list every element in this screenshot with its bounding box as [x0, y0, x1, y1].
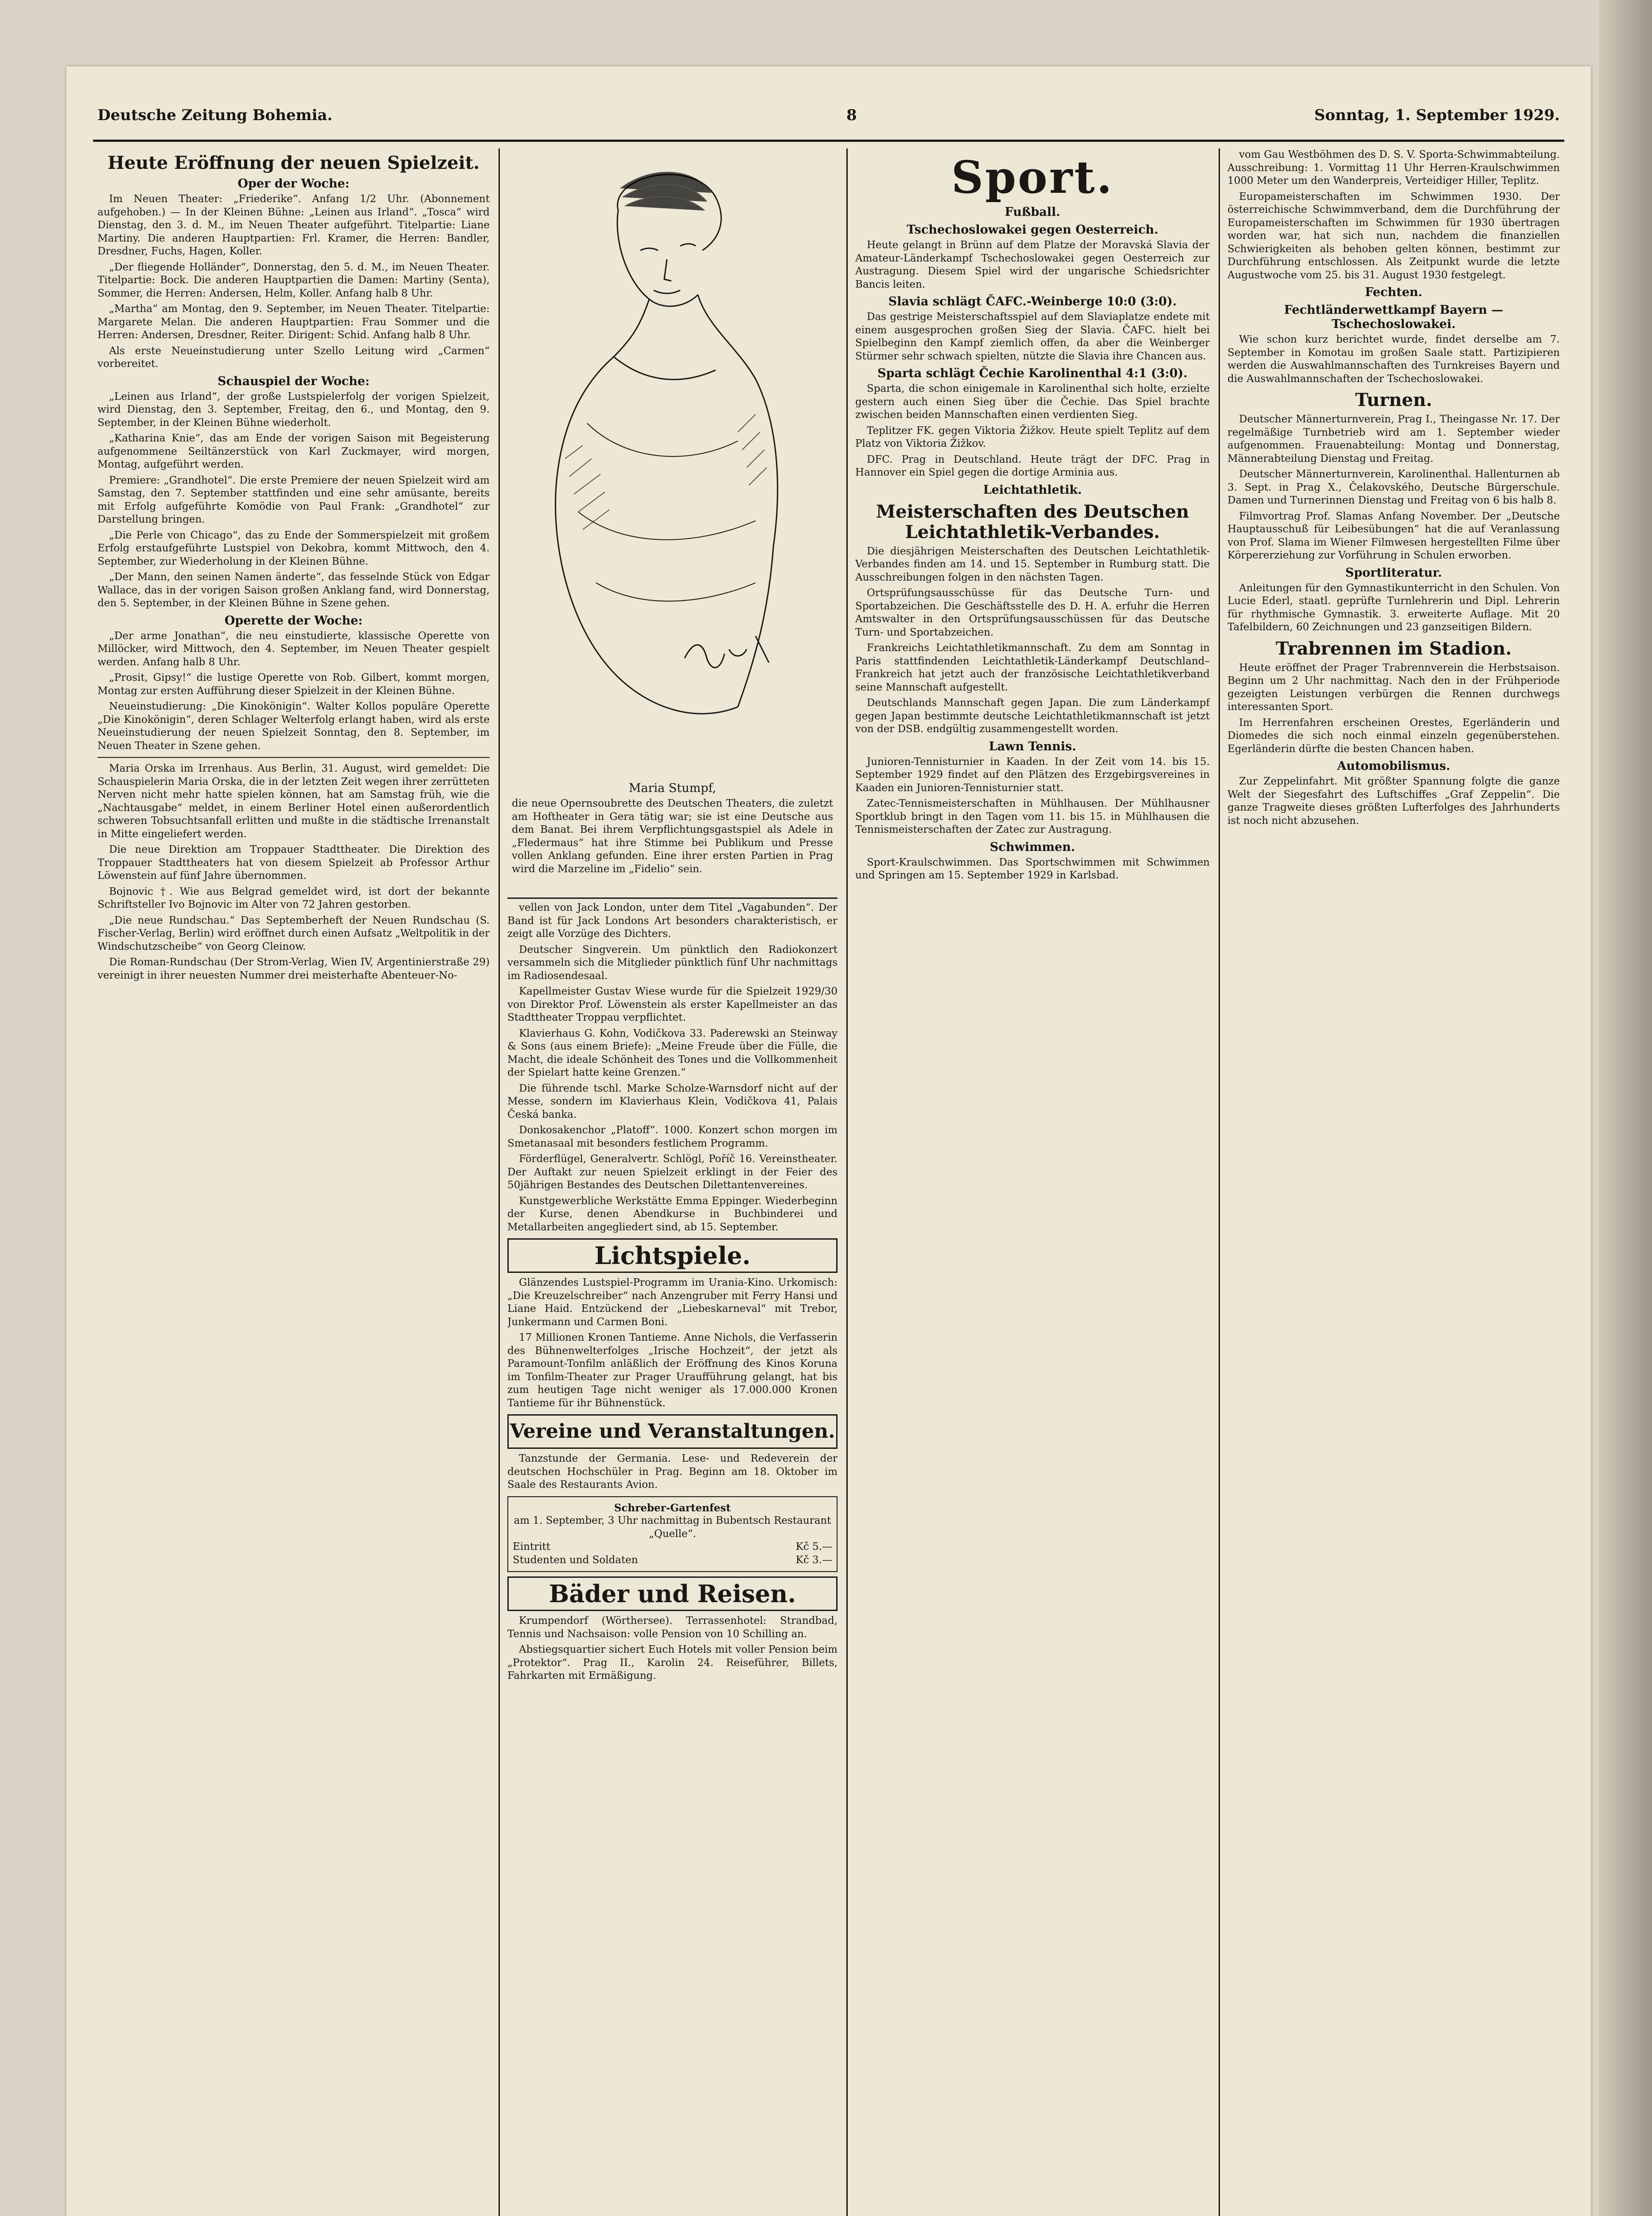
- issue-date: Sonntag, 1. September 1929.: [1314, 106, 1560, 124]
- ad-price-value: Kč 5.—: [795, 1541, 832, 1553]
- article-paragraph: Sport-Kraulschwimmen. Das Sportschwimmen mit Schwimmen und Springen am 15. September 1929 in Karlsbad.: [855, 856, 1210, 881]
- headline-season-opening: Heute Eröffnung der neuen Spielzeit.: [107, 152, 480, 173]
- ad-price-label: Eintritt: [513, 1541, 551, 1553]
- article-paragraph: „Martha“ am Montag, den 9. September, im Neuen Theater. Titelpartie: Margarete Melan. Die anderen Hauptpartien: Frau Sommer und die Herren: Andersen, Dresdner, Reiter. Dirigent: Schid. Anfang halb 8 Uhr.: [97, 303, 490, 341]
- article-paragraph: Die diesjährigen Meisterschaften des Deutschen Leichtathletik-Verbandes finden am 14. und 15. September in Rumburg statt. Die Ausschreibungen folgen in den nächsten Tagen.: [855, 545, 1210, 583]
- subhead-operette: Operette der Woche:: [224, 613, 363, 628]
- article-paragraph: Europameisterschaften im Schwimmen 1930. Der österreichische Schwimmverband, dem die Durchführung der Europameisterschaften im Schwimmen für 1930 übertragen worden war, hat sich nun, nachdem die finanziellen Schwierigkeiten als behoben gelten können, bestimmt zur Durchführung entschlossen. Als Zeitpunkt wurde die letzte Augustwoche vom 25. bis 31. August 1930 festgelegt.: [1227, 191, 1560, 281]
- article-paragraph: Kapellmeister Gustav Wiese wurde für die Spielzeit 1929/30 von Direktor Prof. Löwenstein als erster Kapellmeister an das Stadttheater Troppau verpflichtet.: [507, 986, 838, 1023]
- article-paragraph: Heute eröffnet der Prager Trabrennverein die Herbstsaison. Beginn um 2 Uhr nachmittag. Nach den in der Frühperiode gezeigten Leistungen verbürgen die Rennen durchwegs interessanten Sport.: [1227, 662, 1560, 713]
- article-paragraph: Abstiegsquartier sichert Euch Hotels mit voller Pension beim „Protektor“. Prag II., Karolin 24. Reiseführer, Billets, Fahrkarten mit Ermäßigung.: [507, 1644, 838, 1682]
- subhead-slavia: Slavia schlägt ČAFC.-Weinberge 10:0 (3:0).: [888, 295, 1177, 308]
- ad-text: am 1. September, 3 Uhr nachmittag in Bubentsch Restaurant „Quelle“.: [514, 1515, 831, 1540]
- section-head-lichtspiele: Lichtspiele.: [507, 1238, 838, 1273]
- paper-name: Deutsche Zeitung Bohemia.: [97, 106, 333, 124]
- portrait-caption-name: Maria Stumpf,: [628, 781, 717, 795]
- article-paragraph: Junioren-Tennisturnier in Kaaden. In der Zeit vom 14. bis 15. September 1929 findet auf den Plätzen des Erzgebirgsvereines in Kaaden ein Junioren-Tennisturnier statt.: [855, 756, 1210, 794]
- article-paragraph: „Die Perle von Chicago“, das zu Ende der Sommerspielzeit mit großem Erfolg erstaufgeführte Lustspiel von Dekobra, kommt Mittwoch, den 4. September, zur Wiederholung in der Kleinen Bühne.: [97, 529, 490, 567]
- section-head-trabrennen: Trabrennen im Stadion.: [1275, 638, 1512, 659]
- page-edge-shadow: [1599, 0, 1652, 2216]
- newspaper-page: [66, 66, 1591, 2216]
- page-number: 8: [846, 106, 857, 124]
- column-divider: [1219, 148, 1220, 2216]
- article-paragraph: Deutscher Männerturnverein, Prag I., Theingasse Nr. 17. Der regelmäßige Turnbetrieb wird am 1. September wieder aufgenommen. Frauenabteilung: Montag und Donnerstag, Männerabteilung Dienstag und Freitag.: [1227, 414, 1560, 464]
- article-paragraph: Die führende tschl. Marke Scholze-Warnsdorf nicht auf der Messe, sondern im Klavierhaus Klein, Vodičkova 41, Palais Česká banka.: [507, 1082, 838, 1120]
- article-paragraph: Neueinstudierung: „Die Kinokönigin“. Walter Kollos populäre Operette „Die Kinokönigin“, deren Schlager Welterfolg erlangt haben, wird als erste Neueinstudierung der neuen Spielzeit Sonntag, den 8. September, im Neuen Theater in Szene gehen.: [97, 701, 490, 752]
- column-notices: [507, 148, 838, 2216]
- subhead-oper: Oper der Woche:: [238, 177, 350, 191]
- article-paragraph: „Prosit, Gipsy!“ die lustige Operette von Rob. Gilbert, kommt morgen, Montag zur ersten Aufführung dieser Spielzeit in der Kleinen Bühne.: [97, 672, 490, 697]
- article-paragraph: Bojnovic †. Wie aus Belgrad gemeldet wird, ist dort der bekannte Schriftsteller Ivo Bojnovic im Alter von 72 Jahren gestorben.: [97, 886, 490, 910]
- subhead-automobilismus: Automobilismus.: [1337, 759, 1450, 773]
- subhead-leichtathletik: Leichtathletik.: [983, 483, 1082, 497]
- article-paragraph: Die Roman-Rundschau (Der Strom-Verlag, Wien IV, Argentinierstraße 29) vereinigt in ihrer neuesten Nummer drei meisterhafte Abenteuer-No-: [97, 956, 490, 981]
- subhead-match: Tschechoslowakei gegen Oesterreich.: [907, 223, 1158, 237]
- article-paragraph: „Leinen aus Irland“, der große Lustspielerfolg der vorigen Spielzeit, wird Dienstag, den 3. September, Freitag, den 6., und Montag, den 9. September, in der Kleinen Bühne wiederholt.: [97, 390, 490, 429]
- portrait-caption: die neue Opernsoubrette des Deutschen Theaters, die zuletzt am Hoftheater in Gera tätig war; sie ist eine Deutsche aus dem Banat. Bei ihrem Verpflichtungsgastspiel als Adele in „Fledermaus“ hat ihre Stimme bei Publikum und Presse vollen Anklang gefunden. Eine ihrer ersten Partien in Prag wird die Marzeline im „Fidelio“ sein.: [512, 798, 833, 875]
- article-paragraph: „Die neue Rundschau.“ Das Septemberheft der Neuen Rundschau (S. Fischer-Verlag, Berlin) wird eröffnet durch einen Aufsatz „Weltpolitik in der Windschutzscheibe“ von Georg Cleinow.: [97, 914, 490, 952]
- ad-title: Schreber-Gartenfest: [614, 1502, 731, 1514]
- article-paragraph: Tanzstunde der Germania. Lese- und Redeverein der deutschen Hochschüler in Prag. Beginn am 18. Oktober im Saale des Restaurants Avion.: [507, 1453, 838, 1490]
- article-paragraph: 17 Millionen Kronen Tantieme. Anne Nichols, die Verfasserin des Bühnenwelterfolges „Irische Hochzeit“, der jetzt als Paramount-Tonfilm anläßlich der Eröffnung des Kinos Koruna im Tonfilm-Theater zur Prager Uraufführung gelangt, hat bis zum heutigen Tage nicht weniger als 17.000.000 Kronen Tantieme für ihr Bühnenstück.: [507, 1332, 838, 1409]
- article-paragraph: Krumpendorf (Wörthersee). Terrassenhotel: Strandbad, Tennis und Nachsaison: volle Pension von 10 Schilling an.: [507, 1615, 838, 1640]
- portrait-drawing: [507, 148, 838, 778]
- article-paragraph: Im Neuen Theater: „Friederike“. Anfang 1/2 Uhr. (Abonnement aufgehoben.) — In der Kleinen Bühne: „Leinen aus Irland“. „Tosca“ wird Dienstag, den 3. d. M., im Neuen Theater aufgeführt. Titelpartie: Liane Martiny. Die anderen Hauptpartien: Frl. Kramer, die Herren: Bandler, Dresdner, Fuchs, Hagen, Koller.: [97, 193, 490, 257]
- advertisement-box: [507, 1496, 838, 1572]
- subhead-fechten: Fechten.: [1365, 285, 1422, 299]
- column-sport: [855, 148, 1210, 2216]
- section-head-sport: Sport.: [951, 151, 1114, 203]
- article-paragraph: Als erste Neueinstudierung unter Szello Leitung wird „Carmen“ vorbereitet.: [97, 345, 490, 370]
- article-paragraph: Ortsprüfungsausschüsse für das Deutsche Turn- und Sportabzeichen. Die Geschäftsstelle des D. H. A. erfuhr die Herren Amtswalter in den Ortsprüfungsausschüssen für das Deutsche Turn- und Sportabzeichen.: [855, 587, 1210, 638]
- article-paragraph: „Der arme Jonathan“, die neu einstudierte, klassische Operette von Millöcker, wird Mittwoch, den 4. September, im Neuen Theater gespielt werden. Anfang halb 8 Uhr.: [97, 630, 490, 668]
- article-paragraph: DFC. Prag in Deutschland. Heute trägt der DFC. Prag in Hannover ein Spiel gegen die dortige Arminia aus.: [855, 453, 1210, 478]
- section-head-vereine: Vereine und Veranstaltungen.: [507, 1414, 838, 1449]
- ad-price-label: Studenten und Soldaten: [513, 1554, 638, 1566]
- top-rule: [93, 140, 1564, 142]
- headline-meisterschaften: Meisterschaften des Deutschen Leichtathletik-Verbandes.: [876, 501, 1189, 542]
- article-paragraph: „Katharina Knie“, das am Ende der vorigen Saison mit Begeisterung aufgenommene Seiltänzerstück von Karl Zuckmayer, wird morgen, Montag, aufgeführt werden.: [97, 433, 490, 470]
- article-paragraph: Die neue Direktion am Troppauer Stadttheater. Die Direktion des Troppauer Stadttheaters hat von diesem Spielzeit ab Professor Arthur Löwenstein auf fünf Jahre übernommen.: [97, 844, 490, 882]
- masthead: [97, 106, 1560, 137]
- article-paragraph: Förderflügel, Generalvertr. Schlögl, Poříč 16. Vereinstheater. Der Auftakt zur neuen Spielzeit erklingt in der Feier des 50jährigen Bestandes des Deutschen Dilettantenvereines.: [507, 1153, 838, 1191]
- article-paragraph: Glänzendes Lustspiel-Programm im Urania-Kino. Urkomisch: „Die Kreuzelschreiber“ nach Anzengruber mit Ferry Hansi und Liane Haid. Entzückend der „Liebeskarneval“ mit Trebor, Junkermann und Carmen Boni.: [507, 1277, 838, 1328]
- article-paragraph: „Der fliegende Holländer“, Donnerstag, den 5. d. M., im Neuen Theater. Titelpartie: Bock. Die anderen Hauptpartien die Damen: Martiny (Senta), Sommer, die Herren: Andersen, Helm, Koller. Anfang halb 8 Uhr.: [97, 261, 490, 299]
- article-paragraph: vellen von Jack London, unter dem Titel „Vagabunden“. Der Band ist für Jack Londons Art besonders charakteristisch, er zeigt alle Vorzüge des Dichters.: [507, 902, 838, 940]
- subhead-fussball: Fußball.: [1005, 205, 1060, 219]
- subhead-schauspiel: Schauspiel der Woche:: [218, 374, 370, 388]
- column-theater: [97, 148, 490, 2216]
- article-paragraph: Teplitzer FK. gegen Viktoria Žižkov. Heute spielt Teplitz auf dem Platz von Viktoria Žižkov.: [855, 425, 1210, 449]
- article-paragraph: Deutscher Männerturnverein, Karolinenthal. Hallenturnen ab 3. Sept. in Prag X., Čelakovského, Deutsche Bürgerschule. Damen und Turnerinnen Dienstag und Freitag von 6 bis halb 8.: [1227, 468, 1560, 506]
- column-divider: [499, 148, 500, 2216]
- article-paragraph: Kunstgewerbliche Werkstätte Emma Eppinger. Wiederbeginn der Kurse, denen Abendkurse in Buchbinderei und Metallarbeiten angegliedert sind, ab 15. September.: [507, 1195, 838, 1233]
- article-paragraph: Im Herrenfahren erscheinen Orestes, Egerländerin und Diomedes die sich noch einmal einzeln gegenüberstehen. Egerländerin dürfte die besten Chancen haben.: [1227, 717, 1560, 755]
- subhead-schwimmen: Schwimmen.: [990, 840, 1075, 854]
- article-paragraph: Deutschlands Mannschaft gegen Japan. Die zum Länderkampf gegen Japan bestimmte deutsche Leichtathletikmannschaft ist jetzt von der DSB. endgültig zusammengestellt worden.: [855, 697, 1210, 735]
- article-paragraph: „Der Mann, den seinen Namen änderte“, das fesselnde Stück von Edgar Wallace, das in der vorigen Saison großen Anklang fand, wird Donnerstag, den 5. September, in der Kleinen Bühne in Szene gehen.: [97, 571, 490, 609]
- subhead-fecht-match: Fechtländerwettkampf Bayern — Tschechoslowakei.: [1284, 303, 1504, 331]
- article-paragraph: Klavierhaus G. Kohn, Vodičkova 33. Paderewski an Steinway & Sons (aus einem Briefe): „Meine Freude über die Fülle, die Macht, die ideale Schönheit des Tones und die Vollkommenheit der Spielart hatte keine Grenzen.“: [507, 1027, 838, 1078]
- article-paragraph: Frankreichs Leichtathletikmannschaft. Zu dem am Sonntag in Paris stattfindenden Leichtathletik-Länderkampf Deutschland–Frankreich hat jetzt auch der französische Leichtathletikverband seine Mannschaft aufgestellt.: [855, 642, 1210, 693]
- subhead-tennis: Lawn Tennis.: [989, 739, 1076, 753]
- column-divider: [846, 148, 848, 2216]
- section-head-turnen: Turnen.: [1355, 390, 1432, 410]
- article-paragraph: Donkosakenchor „Platoff“. 1000. Konzert schon morgen im Smetanasaal mit besonders festlichem Programm.: [507, 1124, 838, 1149]
- article-paragraph: vom Gau Westböhmen des D. S. V. Sporta-Schwimmabteilung. Ausschreibung: 1. Vormittag 11 Uhr Herren-Kraulschwimmen 1000 Meter um den Wanderpreis, Verteidiger Hiller, Teplitz.: [1227, 149, 1560, 187]
- article-paragraph: Zur Zeppelinfahrt. Mit größter Spannung folgte die ganze Welt der Siegesfahrt des Luftschiffes „Graf Zeppelin“. Die ganze Tragweite dieses größten Lufterfolges des Jahrhunderts ist noch nicht abzusehen.: [1227, 776, 1560, 827]
- ad-price-row: [513, 1541, 832, 1554]
- divider: [97, 757, 490, 758]
- artist-signature: [685, 636, 769, 667]
- portrait-illustration: [507, 148, 838, 899]
- article-paragraph: Anleitungen für den Gymnastikunterricht in den Schulen. Von Lucie Ederl, staatl. geprüfte Turnlehrerin und Dipl. Lehrerin für rhythmische Gymnastik. 3. erweiterte Auflage. Mit 20 Tafelbildern, 60 Zeichnungen und 23 ganzseitigen Bildern.: [1227, 582, 1560, 633]
- article-paragraph: Zatec-Tennismeisterschaften in Mühlhausen. Der Mühlhausner Sportklub bringt in den Tagen vom 11. bis 15. in Mühlhausen die Tennismeisterschaften der Zatec zur Austragung.: [855, 798, 1210, 835]
- article-paragraph: Filmvortrag Prof. Slamas Anfang November. Der „Deutsche Hauptausschuß für Leibesübungen“ hat die auf Veranlassung von Prof. Slama im Wiener Filmwesen hergestellten Filme über Körpererziehung zur Vorführung in Schulen erworben.: [1227, 510, 1560, 561]
- subhead-sportliteratur: Sportliteratur.: [1345, 566, 1442, 580]
- article-paragraph: Deutscher Singverein. Um pünktlich den Radiokonzert versammeln sich die Mitglieder pünktlich fünf Uhr nachmittags im Radiosendesaal.: [507, 944, 838, 982]
- column-sport-continued: [1227, 148, 1560, 2216]
- ad-price-row: [513, 1554, 832, 1567]
- section-head-baeder: Bäder und Reisen.: [507, 1576, 838, 1611]
- ad-price-value: Kč 3.—: [795, 1554, 832, 1566]
- article-paragraph: Heute gelangt in Brünn auf dem Platze der Moravská Slavia der Amateur-Länderkampf Tschechoslowakei gegen Oesterreich zur Austragung. Diesem Spiel wird der ungarische Schiedsrichter Bancis leiten.: [855, 239, 1210, 290]
- article-paragraph: Das gestrige Meisterschaftsspiel auf dem Slaviaplatze endete mit einem ausgesprochen großen Sieg der Slavia. ČAFC. hielt bei Spielbeginn den Kampf ziemlich offen, da aber die Weinberger Stürmer sehr schwach spielten, nützte die Slavia ihre Chancen aus.: [855, 311, 1210, 362]
- article-paragraph: Maria Orska im Irrenhaus. Aus Berlin, 31. August, wird gemeldet: Die Schauspielerin Maria Orska, die in der letzten Zeit wegen ihrer zerrütteten Nerven nicht mehr hatte spielen können, hat am Samstag früh, wie die „Nachtausgabe“ meldet, in einem Berliner Hotel einen außerordentlich schweren Tobsuchtsanfall erlitten und mußte in die städtische Irrenanstalt in Mitte eingeliefert werden.: [97, 763, 490, 840]
- article-paragraph: Premiere: „Grandhotel“. Die erste Premiere der neuen Spielzeit wird am Samstag, den 7. September stattfinden und eine sehr amüsante, bereits mit Erfolg aufgeführte Komödie von Paul Frank: „Grandhotel“ zur Darstellung bringen.: [97, 474, 490, 525]
- article-paragraph: Wie schon kurz berichtet wurde, findet derselbe am 7. September in Komotau im großen Saale statt. Partizipieren werden die Auswahlmannschaften des Turnkreises Bayern und die Auswahlmannschaften der Tschechoslowakei.: [1227, 334, 1560, 385]
- subhead-sparta: Sparta schlägt Čechie Karolinenthal 4:1 (3:0).: [877, 367, 1188, 380]
- article-paragraph: Sparta, die schon einigemale in Karolinenthal sich holte, erzielte gestern auch einen Sieg über die Čechie. Das Spiel brachte zwischen beiden Mannschaften einen verdienten Sieg.: [855, 383, 1210, 421]
